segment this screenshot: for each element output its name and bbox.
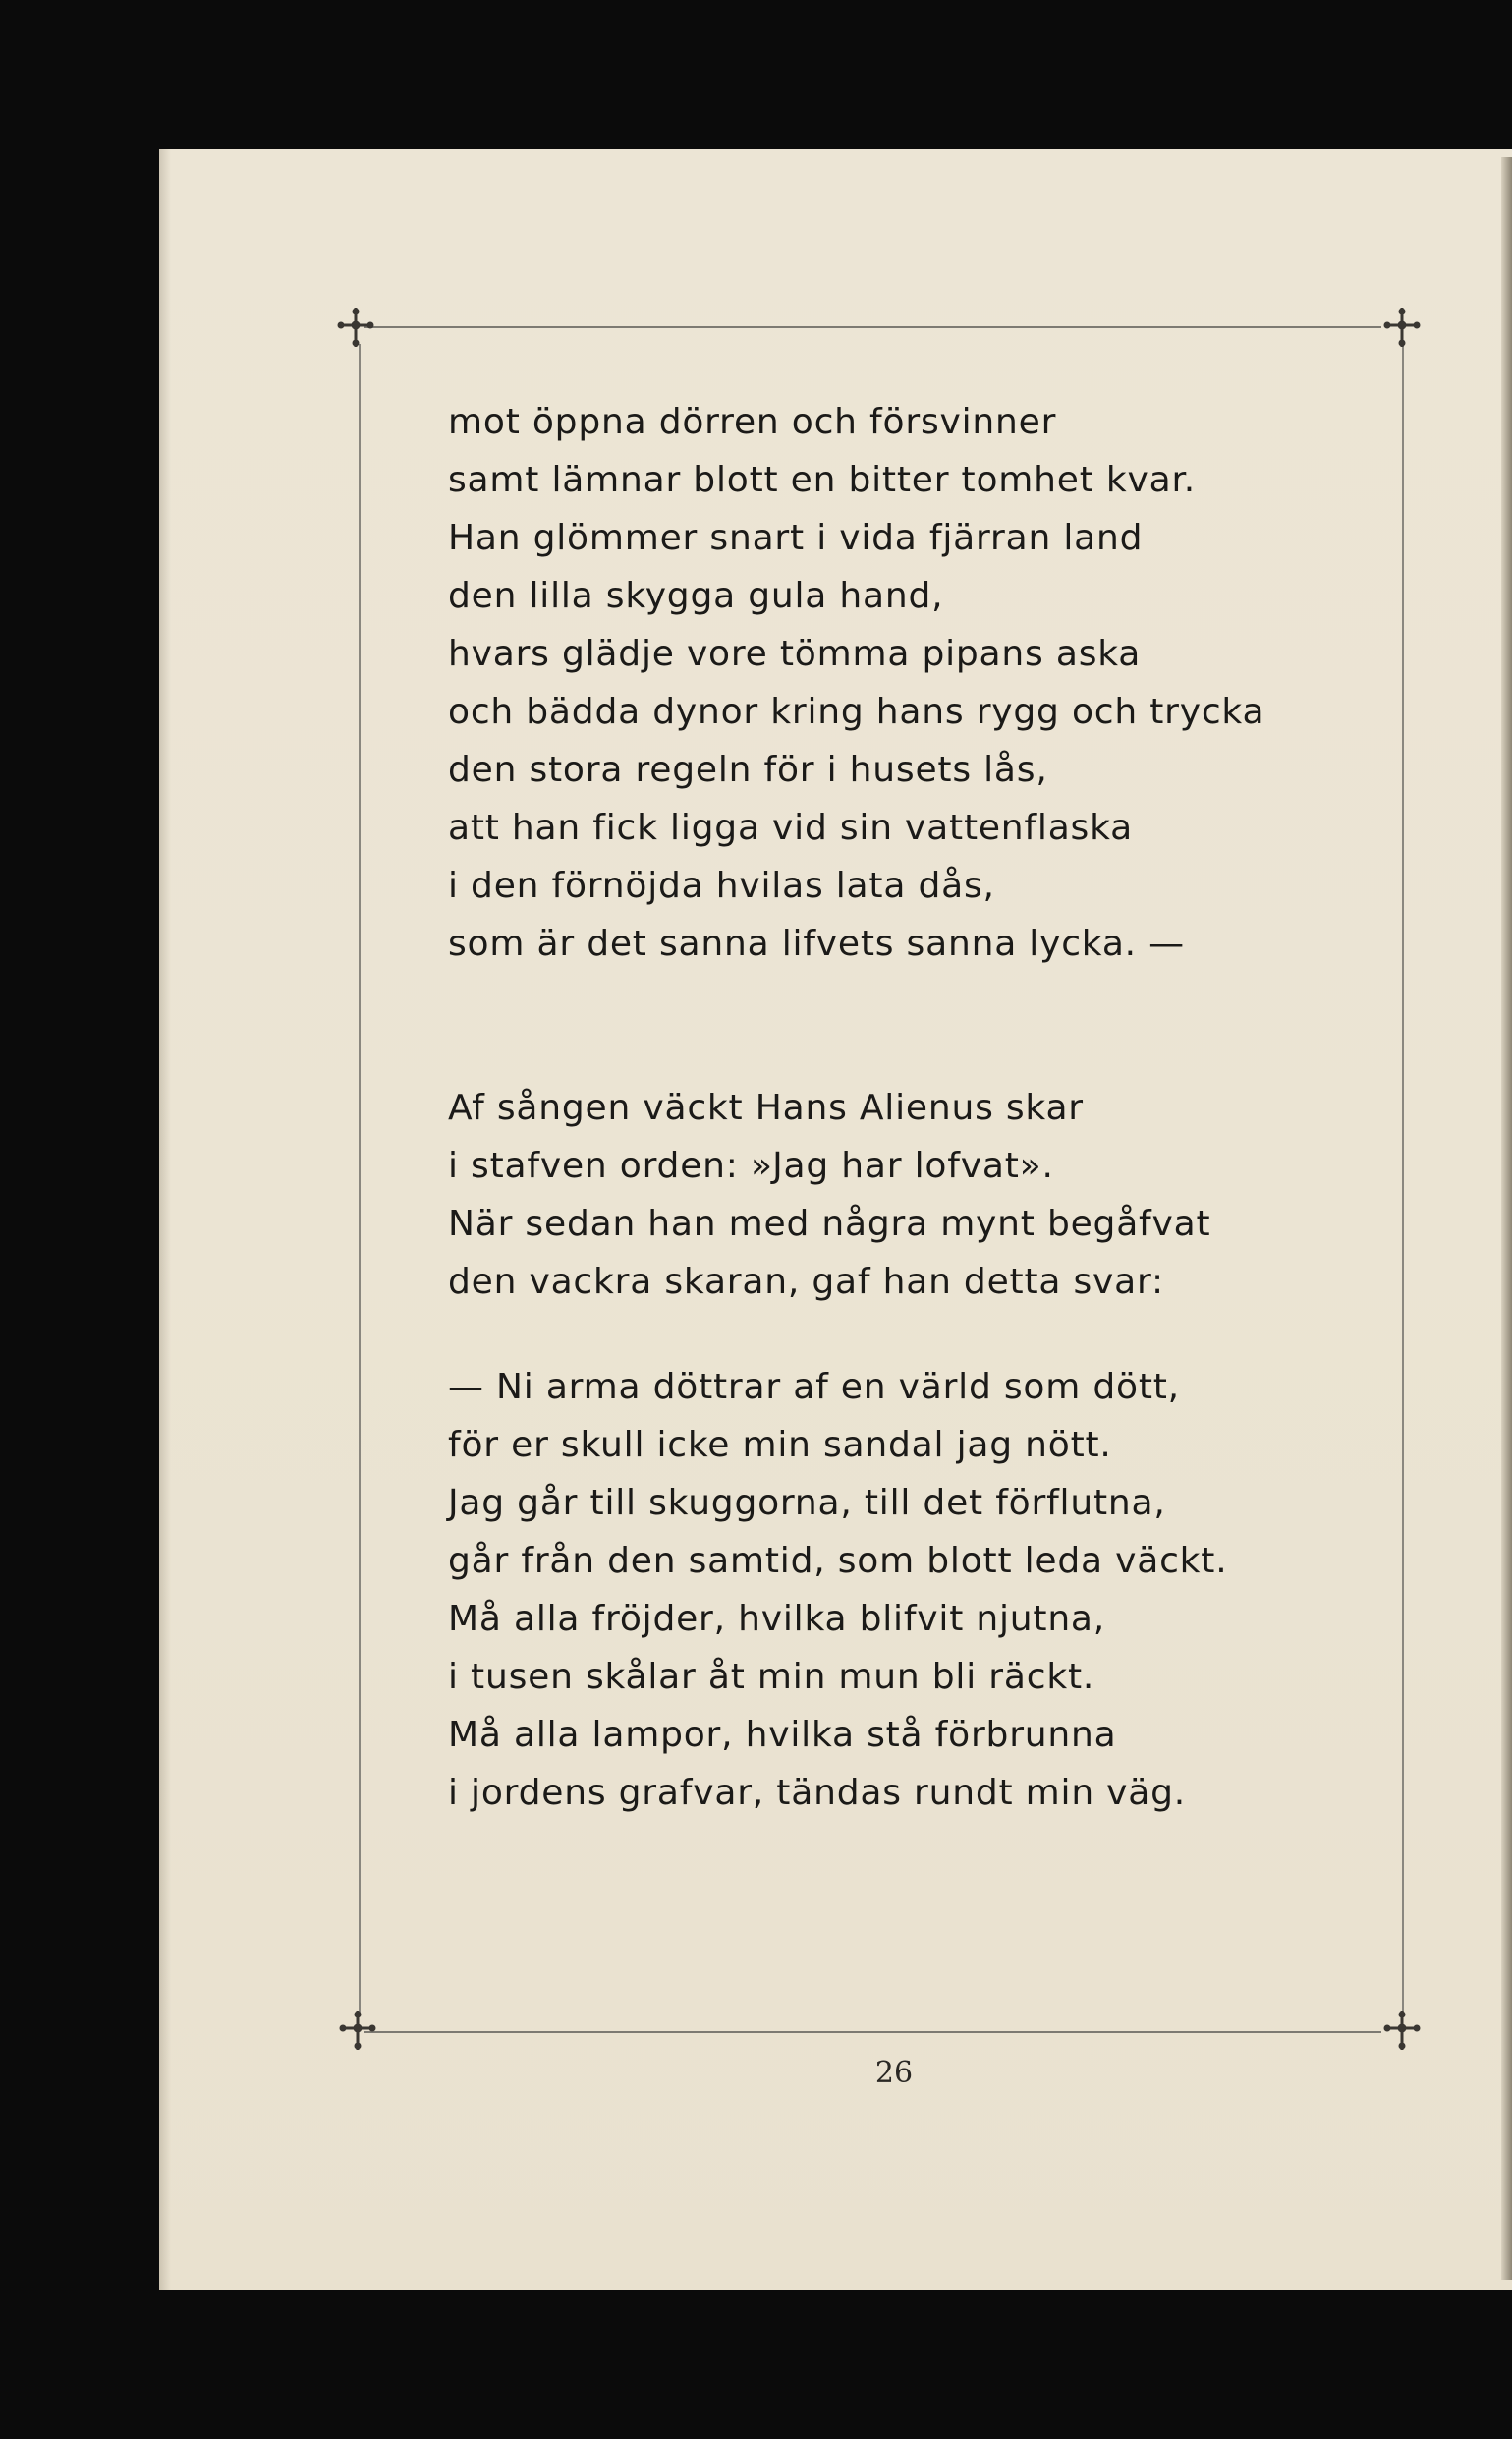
verse-line: för er skull icke min sandal jag nött.: [448, 1425, 1112, 1465]
verse-line: den stora regeln för i husets lås,: [448, 750, 1048, 790]
page-binding-shadow: [159, 149, 171, 2290]
verse-line: Må alla fröjder, hvilka blifvit njutna,: [448, 1599, 1106, 1639]
frame-left-rule: [359, 344, 361, 2014]
verse-line: i tusen skålar åt min mun bli räckt.: [448, 1657, 1095, 1697]
frame-bottom-rule: [364, 2031, 1381, 2033]
corner-ornament-bottom-right: [1382, 2009, 1422, 2052]
stanza: [448, 393, 1332, 973]
poem-text: [448, 393, 1332, 1822]
stanza: [448, 1079, 1332, 1311]
verse-line: hvars glädje vore tömma pipans aska: [448, 634, 1142, 674]
verse-line: mot öppna dörren och försvinner: [448, 402, 1057, 442]
corner-ornament-bottom-left: [338, 2009, 377, 2052]
page-edge: [1501, 157, 1512, 2280]
verse-line: i stafven orden: »Jag har lofvat».: [448, 1146, 1054, 1186]
frame-right-rule: [1402, 344, 1404, 2014]
corner-ornament-top-left: [336, 306, 375, 349]
verse-line: den lilla skygga gula hand,: [448, 576, 944, 616]
verse-line: den vackra skaran, gaf han detta svar:: [448, 1262, 1164, 1302]
stanza-gap: [448, 973, 1332, 1079]
verse-line: När sedan han med några mynt begåfvat: [448, 1204, 1211, 1244]
verse-line: Af sången väckt Hans Alienus skar: [448, 1088, 1084, 1128]
page-number: 26: [874, 2056, 914, 2090]
verse-line: som är det sanna lifvets sanna lycka. —: [448, 924, 1185, 964]
verse-line: Jag går till skuggorna, till det förflutna,: [448, 1483, 1166, 1523]
verse-line: Må alla lampor, hvilka stå förbrunna: [448, 1715, 1117, 1755]
verse-line: Han glömmer snart i vida fjärran land: [448, 518, 1144, 558]
corner-ornament-top-right: [1382, 306, 1422, 349]
verse-line: i jordens grafvar, tändas rundt min väg.: [448, 1773, 1187, 1813]
verse-line: och bädda dynor kring hans rygg och trycka: [448, 692, 1265, 732]
verse-line: samt lämnar blott en bitter tomhet kvar.: [448, 460, 1197, 500]
verse-line: att han fick ligga vid sin vattenflaska: [448, 808, 1133, 848]
frame-top-rule: [364, 326, 1381, 328]
verse-line: — Ni arma döttrar af en värld som dött,: [448, 1367, 1180, 1407]
verse-line: i den förnöjda hvilas lata dås,: [448, 866, 995, 906]
verse-line: går från den samtid, som blott leda väckt.: [448, 1541, 1228, 1581]
stanza-gap: [448, 1311, 1332, 1358]
stanza: [448, 1358, 1332, 1822]
